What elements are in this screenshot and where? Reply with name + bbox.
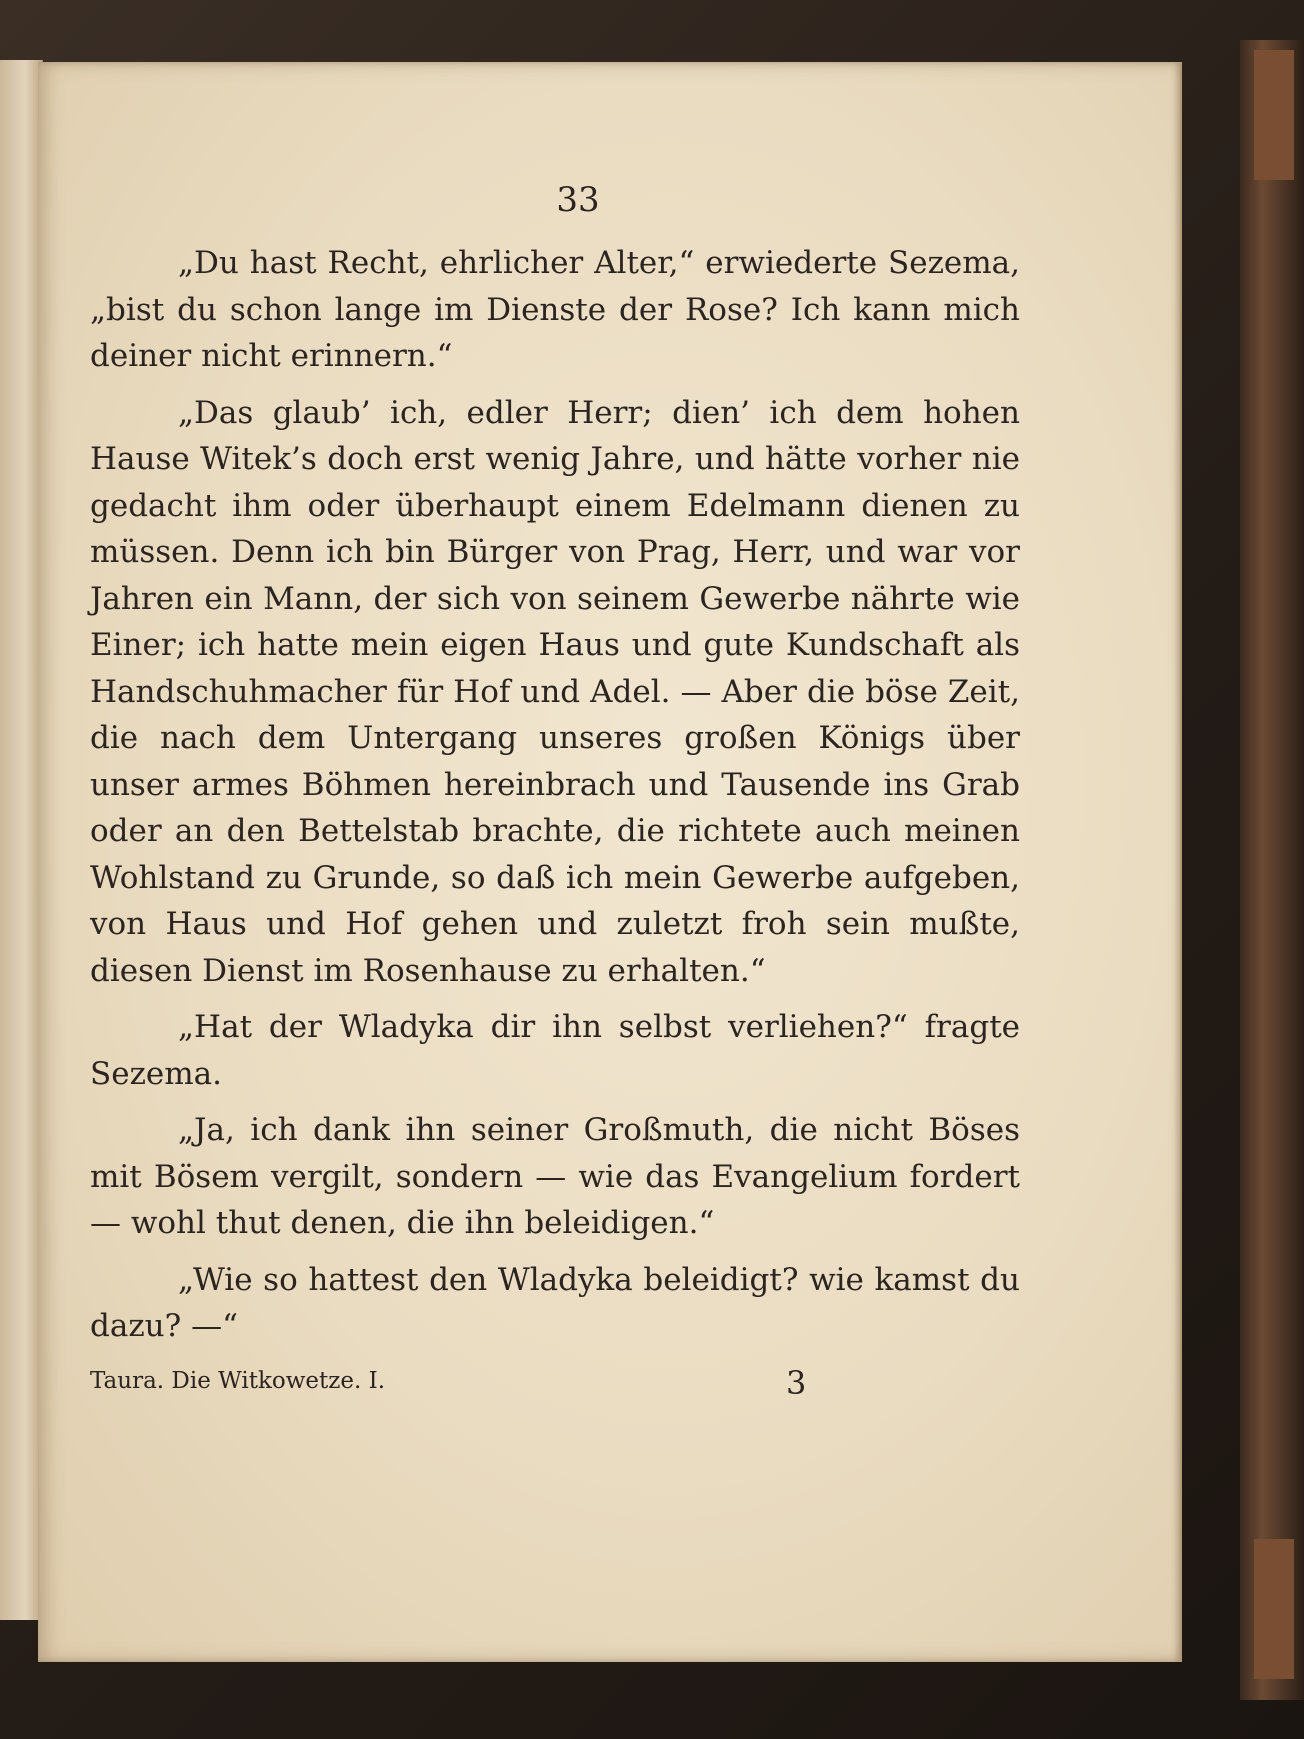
page-number: 33 — [556, 180, 600, 220]
book-page — [38, 62, 1182, 1662]
paragraph-2: „Das glaub’ ich, edler Herr; dien’ ich dem hohen Hause Witek’s doch erst wenig Jahre, und hätte vorher nie gedacht ihm oder überhaupt einem Edelmann dienen zu müssen. Denn ich bin Bürger von Prag, Herr, und war vor Jahren ein Mann, der sich von seinem Gewerbe nährte wie Einer; ich hatte mein eigen Haus und gute Kundschaft als Handschuhmacher für Hof und Adel. — Aber die böse Zeit, die nach dem Untergang unseres großen Königs über unser armes Böhmen hereinbrach und Tausende ins Grab oder an den Bettelstab brachte, die richtete auch meinen Wohlstand zu Grunde, so daß ich mein Gewerbe aufgeben, von Haus und Hof gehen und zuletzt froh sein mußte, diesen Dienst im Rosenhause zu erhalten.“ — [90, 394, 1020, 989]
paragraph-5: „Wie so hattest den Wladyka beleidigt? wie kamst du dazu? —“ — [90, 1261, 1020, 1344]
page-text — [90, 240, 1020, 1360]
paragraph-3: „Hat der Wladyka dir ihn selbst verliehen?“ fragte Sezema. — [90, 1009, 1020, 1092]
sheet-number: 3 — [786, 1364, 807, 1402]
previous-page-edge — [0, 60, 43, 1620]
cover-corner-top — [1254, 50, 1294, 180]
paragraph-4: „Ja, ich dank ihn seiner Großmuth, die nicht Böses mit Bösem vergilt, sondern — wie das Evangelium fordert — wohl thut denen, die ihn beleidigen.“ — [90, 1112, 1020, 1241]
cover-corner-bottom — [1254, 1539, 1294, 1679]
book-cover-edge — [1240, 40, 1304, 1700]
page-footer — [90, 1364, 1020, 1404]
paragraph-1: „Du hast Recht, ehrlicher Alter,“ erwiederte Sezema, „bist du schon lange im Dienste der Rose? Ich kann mich deiner nicht erinnern.“ — [90, 245, 1020, 374]
footer-signature: Taura. Die Witkowetze. I. — [90, 1368, 386, 1394]
